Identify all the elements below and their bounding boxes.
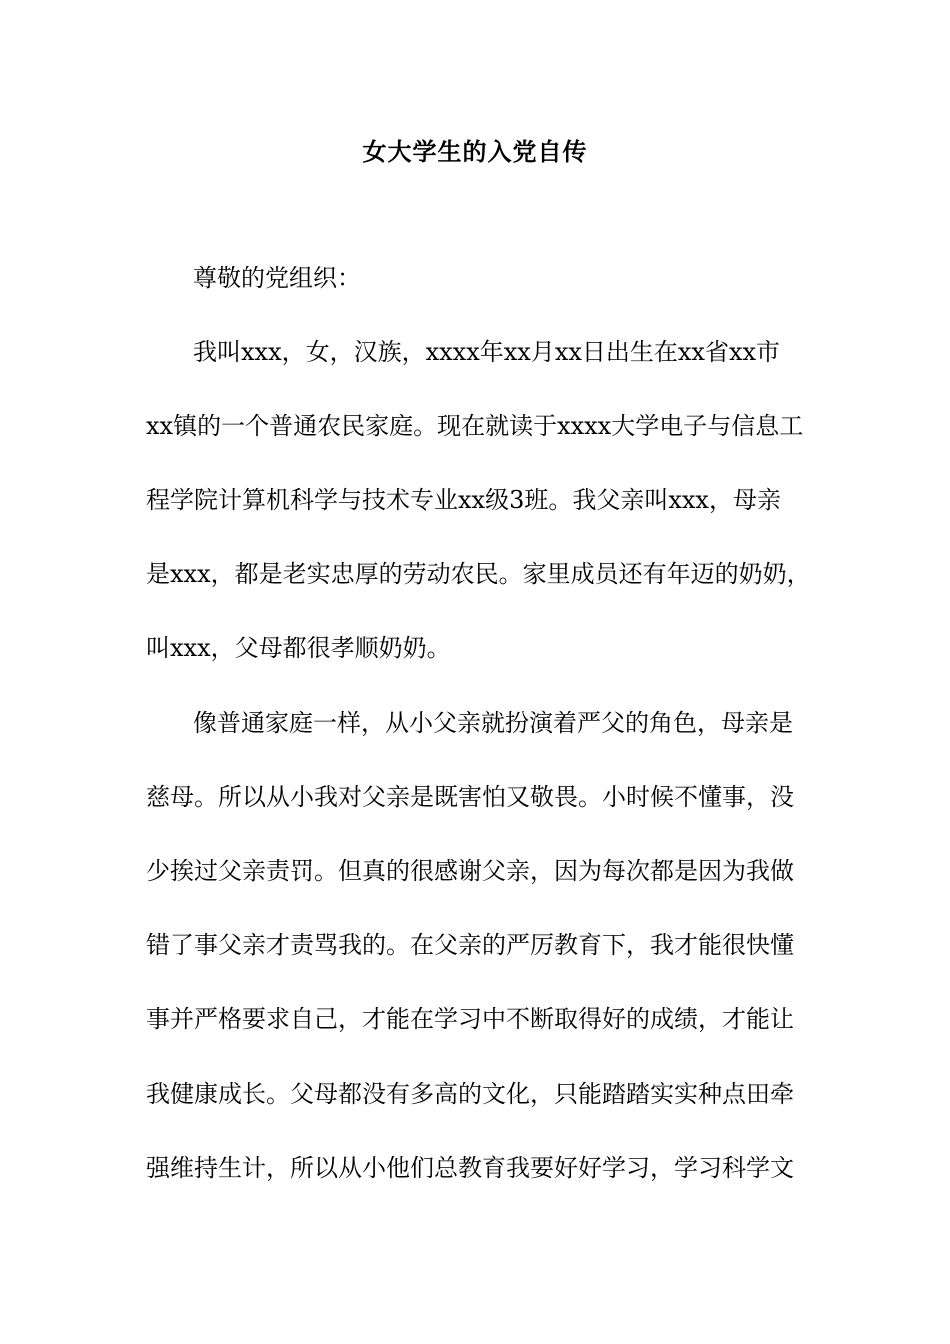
body-line: 像普通家庭一样，从小父亲就扮演着严父的角色，母亲是 — [193, 709, 793, 737]
body-line: 错了事父亲才责骂我的。在父亲的严厉教育下，我才能很快懂 — [146, 931, 794, 959]
body-line: 叫xxx，父母都很孝顺奶奶。 — [146, 634, 451, 662]
body-line: 强维持生计，所以从小他们总教育我要好好学习，学习科学文 — [146, 1154, 794, 1182]
body-line: 是xxx，都是老实忠厚的劳动农民。家里成员还有年迈的奶奶， — [146, 560, 811, 588]
body-line: 我叫xxx，女，汉族，xxxx年xx月xx日出生在xx省xx市 — [193, 338, 781, 366]
body-line: 我健康成长。父母都没有多高的文化，只能踏踏实实种点田牵 — [146, 1080, 794, 1108]
body-line: 少挨过父亲责罚。但真的很感谢父亲，因为每次都是因为我做 — [146, 857, 794, 885]
body-line: xx镇的一个普通农民家庭。现在就读于xxxx大学电子与信息工 — [146, 412, 804, 440]
body-line: 事并严格要求自己，才能在学习中不断取得好的成绩，才能让 — [146, 1005, 794, 1033]
document-title: 女大学生的入党自传 — [362, 137, 588, 166]
body-line: 慈母。所以从小我对父亲是既害怕又敬畏。小时候不懂事，没 — [146, 783, 794, 811]
salutation: 尊敬的党组织： — [193, 264, 361, 292]
body-line: 程学院计算机科学与技术专业xx级3班。我父亲叫xxx，母亲 — [146, 486, 781, 514]
